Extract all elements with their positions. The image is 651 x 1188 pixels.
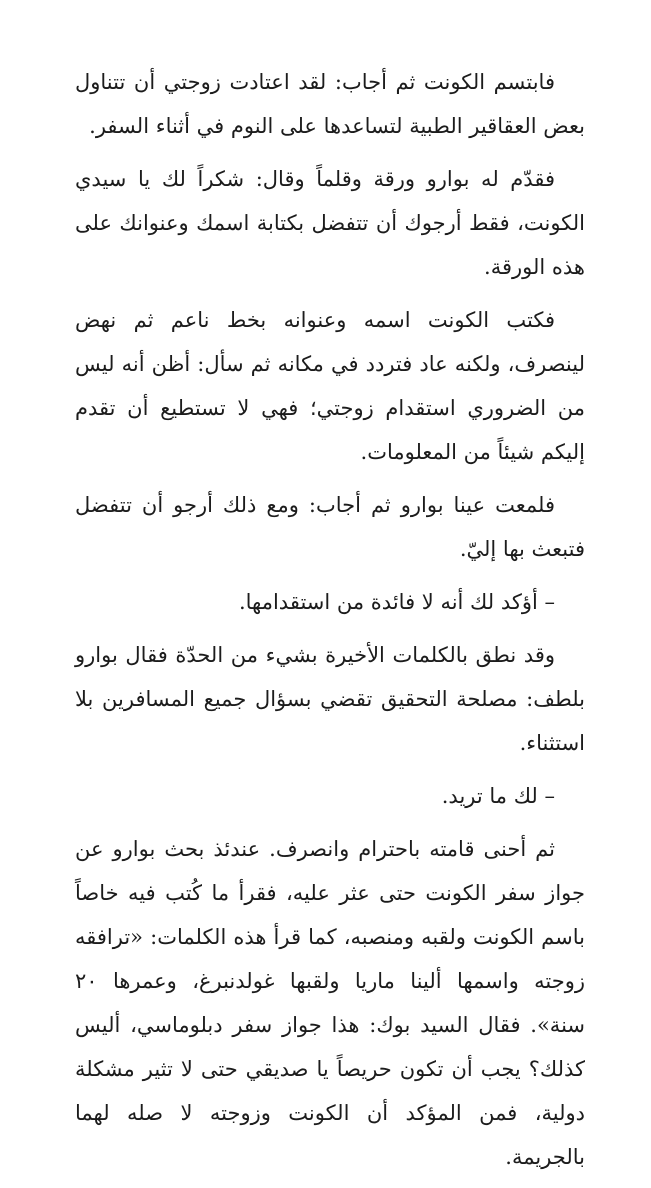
dialogue-as-you-wish: – لك ما تريد.: [441, 784, 555, 808]
paragraph-count-writes: فكتب الكونت اسمه وعنوانه بخط ناعم ثم نهض لينصرف، ولكنه عاد فتردد في مكانه ثم سأل: أظن أنه ليس من الضروري استقدام زوجتي؛ فهي لا تستطيع أن تقدم إليكم شيئاً من المعلومات.: [75, 308, 585, 464]
paragraph-count-smiles: فابتسم الكونت ثم أجاب: لقد اعتادت زوجتي أن تتناول بعض العقاقير الطبية لتساعدها على النوم في أثناء السفر.: [75, 70, 585, 138]
dialogue-no-use: – أؤكد لك أنه لا فائدة من استقدامها.: [238, 590, 555, 614]
document-page: [75, 60, 585, 1188]
paragraph-sharpness: وقد نطق بالكلمات الأخيرة بشيء من الحدّة فقال بوارو بلطف: مصلحة التحقيق تقضي بسؤال جميع المسافرين بلا استثناء.: [75, 643, 585, 755]
paragraph-poirot-paper: فقدّم له بوارو ورقة وقلماً وقال: شكراً لك يا سيدي الكونت، فقط أرجوك أن تتفضل بكتابة اسمك وعنوانك على هذه الورقة.: [75, 167, 585, 279]
paragraph-passport: ثم أحنى قامته باحترام وانصرف. عندئذ بحث بوارو عن جواز سفر الكونت حتى عثر عليه، فقرأ ما كُتب فيه خاصاً باسم الكونت ولقبه ومنصبه، كما قرأ هذه الكلمات: «ترافقه زوجته واسمها ألينا ماريا ولقبها غولدنبرغ، وعمرها ٢٠ سنة». فقال السيد بوك: هذا جواز سفر دبلوماسي، أليس كذلك؟ يجب أن تكون حريصاً يا صديقي حتى لا تثير مشكلة دولية، فمن المؤكد أن الكونت وزوجته لا صله لهما بالجريمة.: [75, 837, 585, 1169]
paragraph-poirot-eyes: فلمعت عينا بوارو ثم أجاب: ومع ذلك أرجو أن تتفضل فتبعث بها إليّ.: [75, 493, 585, 561]
